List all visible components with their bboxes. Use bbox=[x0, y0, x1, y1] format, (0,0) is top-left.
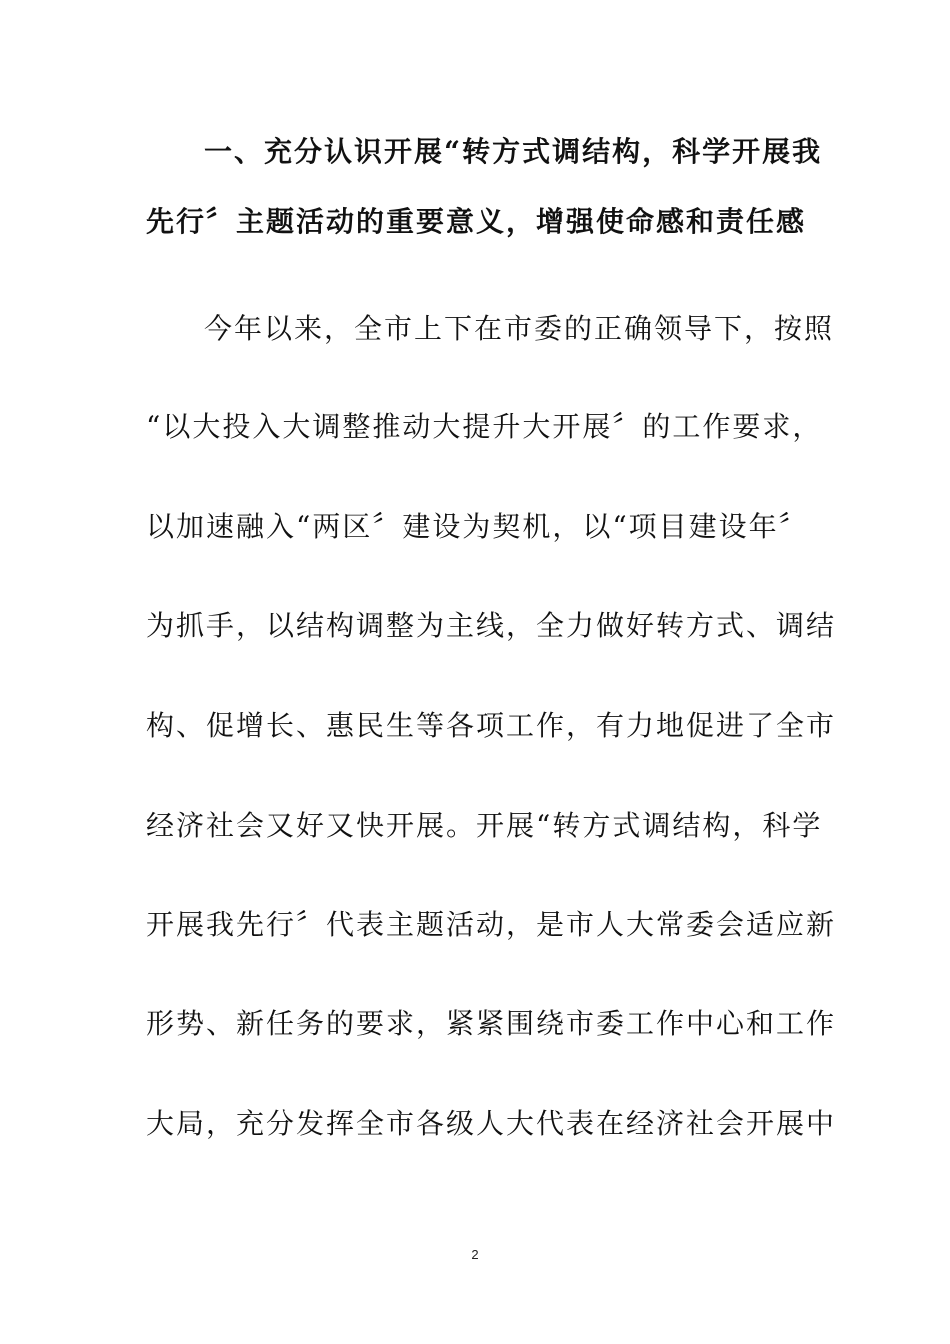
paragraph-line: 构、促增长、惠民生等各项工作，有力地促进了全市 bbox=[146, 709, 837, 742]
page-number: 2 bbox=[471, 1247, 479, 1262]
paragraph-line: 为抓手，以结构调整为主线，全力做好转方式、调结 bbox=[146, 609, 837, 642]
paragraph-line: “以大投入大调整推动大提升大开展〞的工作要求， bbox=[146, 410, 823, 443]
section-heading-line-1: 一、充分认识开展“转方式调结构，科学开展我 bbox=[204, 135, 823, 168]
paragraph-line: 今年以来，全市上下在市委的正确领导下，按照 bbox=[204, 312, 835, 345]
section-heading-line-2: 先行〞主题活动的重要意义，增强使命感和责任感 bbox=[146, 205, 807, 238]
paragraph-line: 形势、新任务的要求，紧紧围绕市委工作中心和工作 bbox=[146, 1007, 837, 1040]
paragraph-line: 大局，充分发挥全市各级人大代表在经济社会开展中 bbox=[146, 1107, 837, 1140]
paragraph-line: 开展我先行〞代表主题活动，是市人大常委会适应新 bbox=[146, 908, 837, 941]
paragraph-line: 以加速融入“两区〞建设为契机，以“项目建设年〞 bbox=[146, 510, 809, 543]
paragraph-line: 经济社会又好又快开展。开展“转方式调结构，科学 bbox=[146, 809, 823, 842]
